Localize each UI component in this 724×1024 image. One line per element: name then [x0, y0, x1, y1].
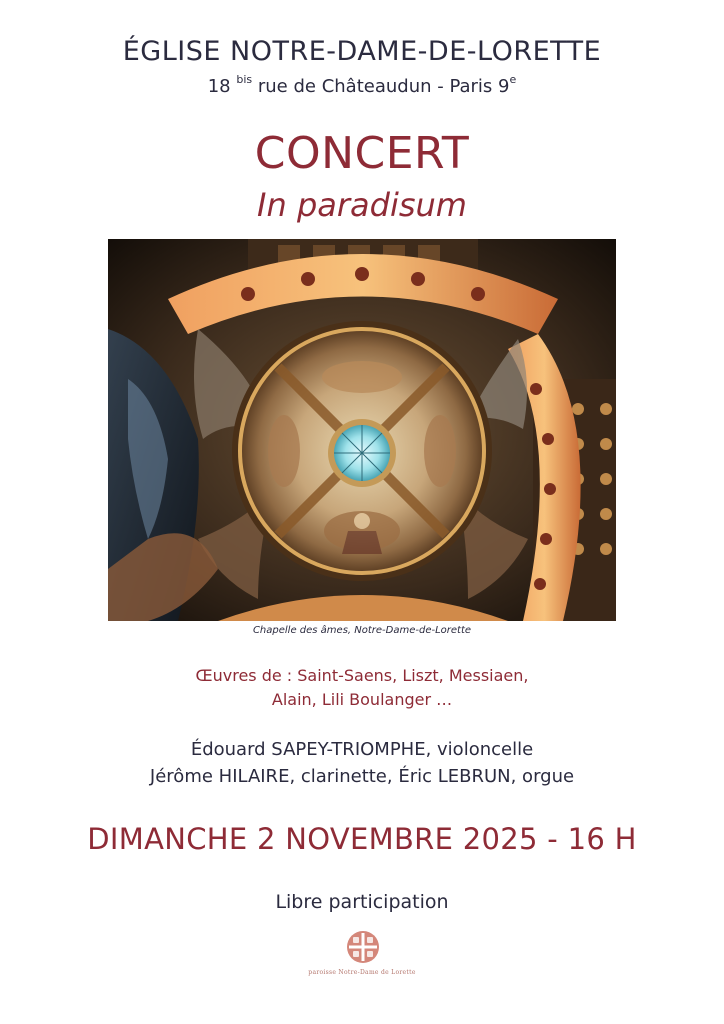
- church-name: ÉGLISE NOTRE-DAME-DE-LORETTE: [122, 36, 602, 67]
- concert-subtitle: In paradisum: [257, 186, 467, 224]
- works-line-2: Alain, Lili Boulanger …: [271, 690, 453, 709]
- address-arrondissement-sup: e: [509, 73, 517, 86]
- address-number: 18: [207, 76, 231, 97]
- address-bis: bis: [236, 73, 253, 86]
- performer-line-2: Jérôme HILAIRE, clarinette, Éric LEBRUN, orgue: [149, 766, 575, 787]
- performers: [0, 736, 724, 790]
- address-street: rue de Châteaudun - Paris 9: [252, 76, 510, 97]
- works-line-1: Œuvres de : Saint-Saens, Liszt, Messiaen,: [195, 666, 529, 685]
- parish-logo-text: paroisse Notre-Dame de Lorette: [308, 969, 416, 976]
- admission-text: Libre participation: [275, 891, 449, 913]
- works-list: [0, 664, 724, 712]
- performer-line-1: Édouard SAPEY-TRIOMPHE, violoncelle: [190, 739, 534, 760]
- event-date-time: DIMANCHE 2 NOVEMBRE 2025 - 16 H: [87, 822, 637, 856]
- address: [0, 75, 724, 97]
- photo-caption: Chapelle des âmes, Notre-Dame-de-Lorette: [252, 625, 472, 636]
- concert-title: CONCERT: [254, 128, 470, 179]
- chapel-dome-image: [108, 239, 616, 621]
- parish-cross-logo-icon: [346, 930, 380, 964]
- chapel-dome-photo: [108, 239, 616, 621]
